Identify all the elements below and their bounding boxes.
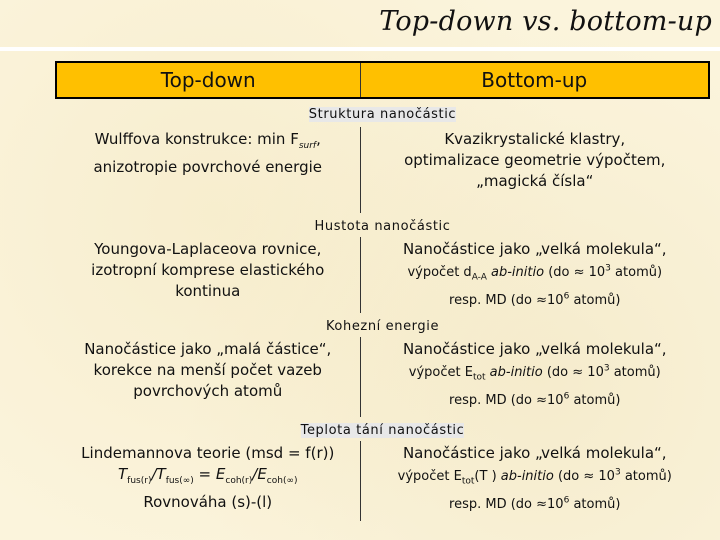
density-bottom-up: Nanočástice jako „velká molekula“, výpočet $d_{A-A}$ ab-initio ($do \approx 10^3$ atomů) resp. MD ($do \approx 10^6$ atomů) [360,237,709,313]
structure-bottom-up: Kvazikrystalické klastry, optimalizace geometrie výpočtem, „magická čísla“ [360,127,709,213]
header-bottom-up: Bottom-up [360,62,709,98]
section-heading-density: Hustota nanočástic [314,218,451,234]
section-heading-row [56,213,709,237]
density-top-down: Youngova-Laplaceova rovnice, izotropní komprese elastického kontinua [91,240,325,300]
section-row-cohesive [56,337,709,417]
structure-top-down: Wulffova konstrukce: $\min F_{surf}$, anizotropie povrchové energie [93,130,322,176]
section-row-structure [56,127,709,213]
section-heading-melting: Teplota tání nanočástic [300,422,465,438]
section-heading-cohesive: Kohezní energie [325,318,440,334]
cohesive-top-down: Nanočástice jako „malá částice“, korekce na menší počet vazeb povrchových atomů [84,340,332,400]
header-top-down: Top-down [56,62,360,98]
section-heading-row [56,313,709,337]
melting-top-down: Lindemannova teorie (msd = f(r)) $T_{fus(r)}/T_{fus(\infty)} = E_{coh(r)}/E_{coh(\infty)}$ Rovnováha (s)-(l) [81,444,335,511]
header-row [56,62,709,98]
comparison-table [55,61,710,521]
melting-bottom-up: Nanočástice jako „velká molekula“, výpočet $E_{tot}(T$ ) ab-initio ($do \approx 10^3$ atomů) resp. MD ($do \approx 10^6$ atomů) [360,441,709,521]
cohesive-bottom-up: Nanočástice jako „velká molekula“, výpočet $E_{tot}$ ab-initio ($do \approx 10^3$ atomů) resp. MD ($do \approx 10^6$ atomů) [360,337,709,417]
section-heading-row [56,417,709,441]
section-heading-row [56,98,709,127]
section-row-melting [56,441,709,521]
page-title: Top-down vs. bottom-up [379,6,712,37]
title-divider [0,47,720,51]
section-heading-structure: Struktura nanočástic [308,106,457,122]
section-row-density [56,237,709,313]
